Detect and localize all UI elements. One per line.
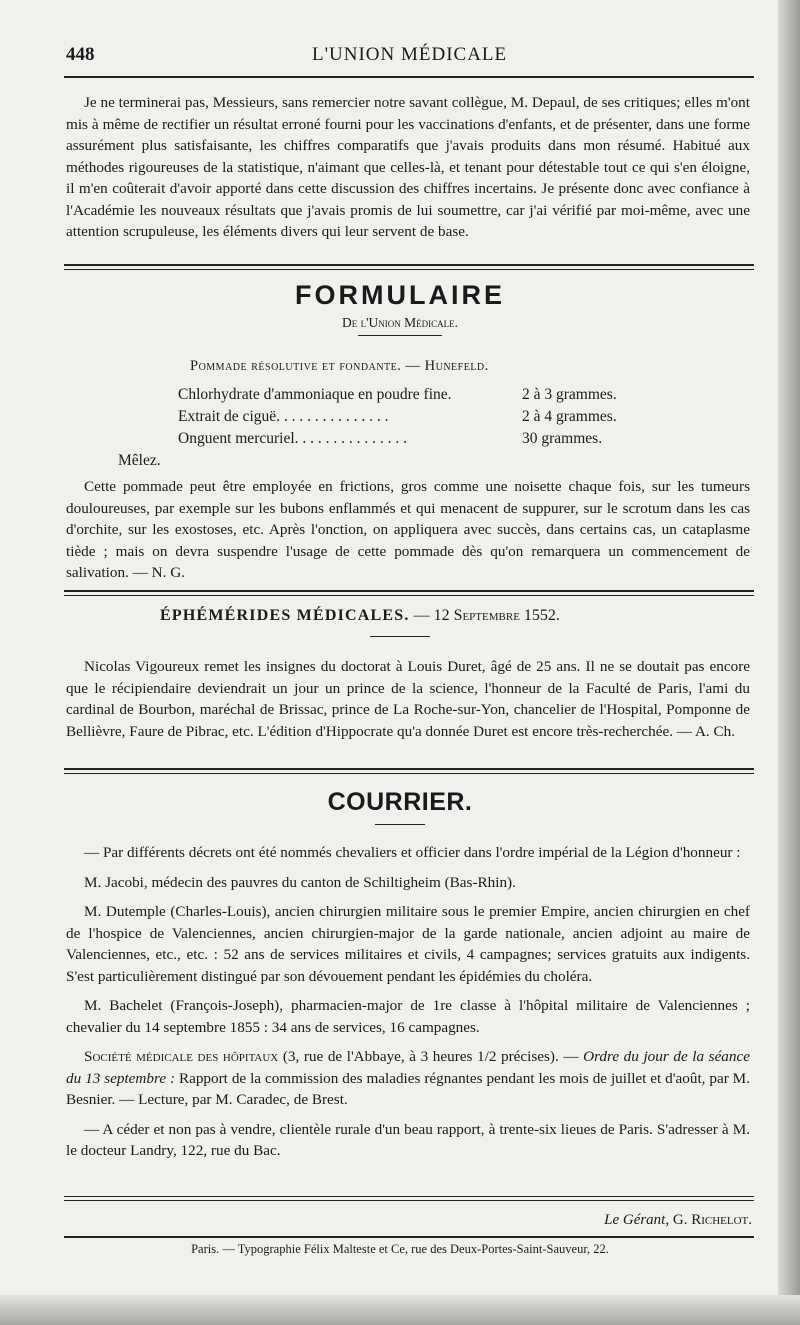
ephemerides-title: ÉPHÉMÉRIDES MÉDICALES. (160, 607, 410, 624)
footer-rule (64, 1200, 754, 1201)
formulaire-text: Cette pommade peut être employée en frictions, gros comme une noisette chaque fois, sur les tumeurs douloureuses, par exemple sur les bubons enflammés et qui menacent de suppurer, sur le scrotum dans les cas d'orchite, sur les exostoses, etc. Après l'onction, on appliquera avec succès, dans certains cas, un cataplasme tiède ; mais on devra suspendre l'usage de cette pommade dès qu'on remarquera un commencement de salivation. — N. G. (66, 478, 750, 581)
courrier-title: COURRIER. (327, 788, 473, 816)
courrier-body (66, 842, 750, 1162)
gerant-label: Le Gérant, (604, 1212, 670, 1228)
melez-instruction: Mêlez. (118, 452, 161, 469)
societe-text: (3, rue de l'Abbaye, à 3 heures 1/2 précises). — (278, 1048, 584, 1065)
section-rule (64, 590, 754, 592)
subtitle-rule (358, 335, 442, 336)
header-rule (64, 76, 754, 78)
ingredient-qty: 30 grammes. (522, 430, 603, 447)
section-rule-thin (64, 269, 754, 270)
courrier-paragraph: M. Bachelet (François-Joseph), pharmacien-major de 1re classe à l'hôpital militaire de Valenciennes ; chevalier du 14 septembre 1855 : 34 ans de services, 16 campagnes. (66, 997, 750, 1036)
courrier-paragraph: M. Jacobi, médecin des pauvres du canton de Schiltigheim (Bas-Rhin). (84, 873, 516, 891)
ingredient-name: Onguent mercuriel. . . . . . . . . . . . . . . (178, 430, 408, 447)
ephemerides-heading (160, 607, 560, 625)
courrier-rule (375, 824, 425, 825)
signoff (604, 1212, 752, 1229)
formulaire-paragraph (66, 476, 750, 584)
ordre-text: Rapport de la commission des maladies régnantes pendant les mois de juillet et d'août, par M. Besnier. — Lecture, par M. Caradec, de Brest. (66, 1069, 750, 1108)
intro-text: Je ne terminerai pas, Messieurs, sans remercier notre savant collègue, M. Depaul, de ses critiques; elles m'ont mis à même de rectifier un résultat erroné fourni pour les vaccinations d'enfants, et de présenter, dans une forme assurément plus satisfaisante, les chiffres comparatifs que j'avais produits dans mon résumé. Habitué aux méthodes rigoureuses de la statistique, n'aimant que celles-là, et tenant pour détestable tout ce qui s'en éloigne, il m'en coûterait d'avoir apporté dans cette discussion des chiffres incertains. Je présente donc avec confiance à l'Académie les nouveaux résultats que j'avais promis de lui soumettre, car j'ai vérifié par moi-même, avec une attention scrupuleuse, les éléments divers qui leur servent de base. (66, 94, 750, 240)
page-header (66, 44, 740, 72)
section-rule-thin (64, 595, 754, 596)
imprint-rule (64, 1236, 754, 1238)
printer-imprint: Paris. — Typographie Félix Malteste et Ce, rue des Deux-Portes-Saint-Sauveur, 22. (191, 1242, 609, 1256)
courrier-paragraph: — A céder et non pas à vendre, clientèle rurale d'un beau rapport, à trente-six lieues de Paris. S'adresser à M. le docteur Landry, 122, rue du Bac. (66, 1120, 750, 1159)
section-rule-thin (64, 773, 754, 774)
ingredient-name: Chlorhydrate d'ammoniaque en poudre fine. (178, 386, 452, 403)
intro-paragraph (66, 92, 750, 243)
formulaire-title: FORMULAIRE (295, 280, 505, 310)
ingredient-qty: 2 à 3 grammes. (522, 386, 617, 403)
page-number: 448 (66, 44, 95, 65)
societe-label: Société médicale des hôpitaux (84, 1048, 279, 1065)
ephemerides-paragraph (66, 656, 750, 742)
ephemerides-rule (370, 636, 430, 637)
ordre-label: Ordre du jour de la séance du 13 septembre : (66, 1048, 750, 1087)
societe-paragraph (66, 1046, 750, 1111)
ingredient-qty: 2 à 4 grammes. (522, 408, 617, 425)
footer-rule (64, 1196, 754, 1197)
section-rule (64, 264, 754, 266)
ingredient-name: Extrait de ciguë. . . . . . . . . . . . . . . (178, 408, 389, 425)
page-edge-shadow (778, 0, 800, 1325)
courrier-paragraph: — Par différents décrets ont été nommés chevaliers et officier dans l'ordre impérial de la Légion d'honneur : (84, 844, 741, 861)
journal-title: L'UNION MÉDICALE (312, 44, 508, 65)
recipe-title: Pommade résolutive et fondante. — Hunefeld. (190, 358, 489, 374)
section-rule (64, 768, 754, 770)
courrier-paragraph: M. Dutemple (Charles-Louis), ancien chirurgien militaire sous le premier Empire, ancien chirurgien en chef de l'hospice de Valenciennes, ancien chirurgien-major de la garde nationale, ancien adjoint au maire de Valenciennes, etc., etc. : 52 ans de services militaires et civils, 4 campagnes; services gratuits aux indigents. S'est particulièrement distingué par son dévouement pendant les épidémies du choléra. (66, 903, 750, 985)
gerant-name: G. Richelot. (672, 1212, 752, 1228)
formulaire-subtitle: De l'Union Médicale. (341, 315, 459, 330)
ephemerides-text: Nicolas Vigoureux remet les insignes du doctorat à Louis Duret, âgé de 25 ans. Il ne se doutait pas encore que le récipiendaire deviendrait un jour un prince de la science, l'honneur de la Faculté de Paris, l'ami du cardinal de Bourbon, maréchal de Brissac, prince de La Roche-sur-Yon, chancelier de l'Hospital, Pomponne de Bellièvre, Faure de Pibrac, etc. L'édition d'Hippocrate qu'a donnée Duret est encore très-recherchée. — A. Ch. (66, 658, 750, 740)
ephemerides-date: — 12 Septembre 1552. (413, 607, 560, 624)
page-bottom-shadow (0, 1295, 800, 1325)
